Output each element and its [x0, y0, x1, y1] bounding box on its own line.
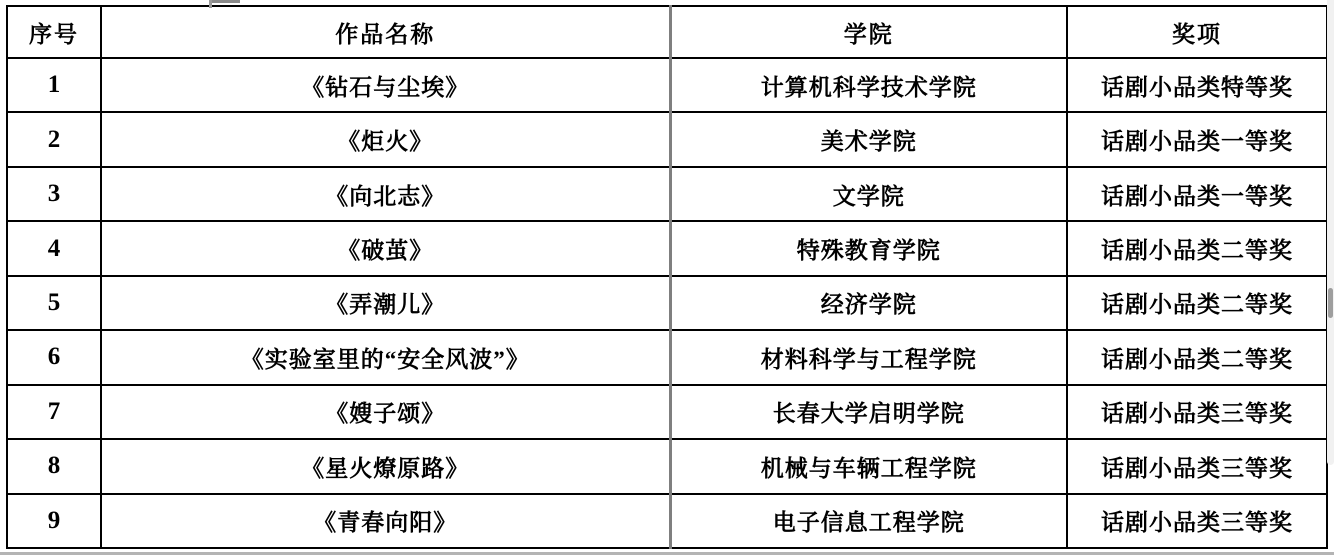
cell-no: 4 — [7, 221, 101, 275]
table-row — [7, 112, 1327, 166]
table-row — [7, 330, 1327, 384]
cell-college: 电子信息工程学院 — [670, 494, 1067, 549]
cell-award: 话剧小品类三等奖 — [1067, 385, 1327, 439]
table-row — [7, 58, 1327, 112]
column-header-award: 奖项 — [1067, 6, 1327, 58]
scrollbar-track[interactable] — [1327, 0, 1334, 465]
cell-award: 话剧小品类二等奖 — [1067, 276, 1327, 330]
cell-college: 长春大学启明学院 — [670, 385, 1067, 439]
cell-award: 话剧小品类三等奖 — [1067, 439, 1327, 493]
cell-college: 机械与车辆工程学院 — [670, 439, 1067, 493]
cell-no: 9 — [7, 494, 101, 549]
cell-college: 经济学院 — [670, 276, 1067, 330]
table-row — [7, 221, 1327, 275]
table-row — [7, 167, 1327, 221]
table-header-row — [7, 6, 1327, 58]
cell-award: 话剧小品类特等奖 — [1067, 58, 1327, 112]
column-header-college: 学院 — [670, 6, 1067, 58]
cell-no: 2 — [7, 112, 101, 166]
column-header-no: 序号 — [7, 6, 101, 58]
awards-table — [6, 5, 1328, 549]
table-row — [7, 439, 1327, 493]
bottom-edge-shadow — [0, 552, 1334, 555]
cell-college: 文学院 — [670, 167, 1067, 221]
cell-award: 话剧小品类一等奖 — [1067, 167, 1327, 221]
cell-award: 话剧小品类一等奖 — [1067, 112, 1327, 166]
cell-no: 8 — [7, 439, 101, 493]
cell-work: 《钻石与尘埃》 — [101, 58, 670, 112]
cell-work: 《星火燎原路》 — [101, 439, 670, 493]
cell-college: 美术学院 — [670, 112, 1067, 166]
cell-award: 话剧小品类三等奖 — [1067, 494, 1327, 549]
cell-work: 《弄潮儿》 — [101, 276, 670, 330]
cell-work: 《青春向阳》 — [101, 494, 670, 549]
cell-college: 特殊教育学院 — [670, 221, 1067, 275]
table-row — [7, 494, 1327, 549]
cell-no: 3 — [7, 167, 101, 221]
cell-award: 话剧小品类二等奖 — [1067, 330, 1327, 384]
cell-no: 5 — [7, 276, 101, 330]
cell-college: 计算机科学技术学院 — [670, 58, 1067, 112]
cell-work: 《破茧》 — [101, 221, 670, 275]
cell-work: 《嫂子颂》 — [101, 385, 670, 439]
cell-work: 《炬火》 — [101, 112, 670, 166]
cell-work: 《实验室里的“安全风波”》 — [101, 330, 670, 384]
cell-work: 《向北志》 — [101, 167, 670, 221]
cell-no: 1 — [7, 58, 101, 112]
table-row — [7, 276, 1327, 330]
top-edge-fragment — [210, 0, 240, 3]
table-row — [7, 385, 1327, 439]
cell-college: 材料科学与工程学院 — [670, 330, 1067, 384]
column-header-work: 作品名称 — [101, 6, 670, 58]
cell-award: 话剧小品类二等奖 — [1067, 221, 1327, 275]
top-edge-fragment-tick — [209, 0, 212, 8]
scrollbar-thumb[interactable] — [1328, 288, 1333, 318]
cell-no: 6 — [7, 330, 101, 384]
cell-no: 7 — [7, 385, 101, 439]
